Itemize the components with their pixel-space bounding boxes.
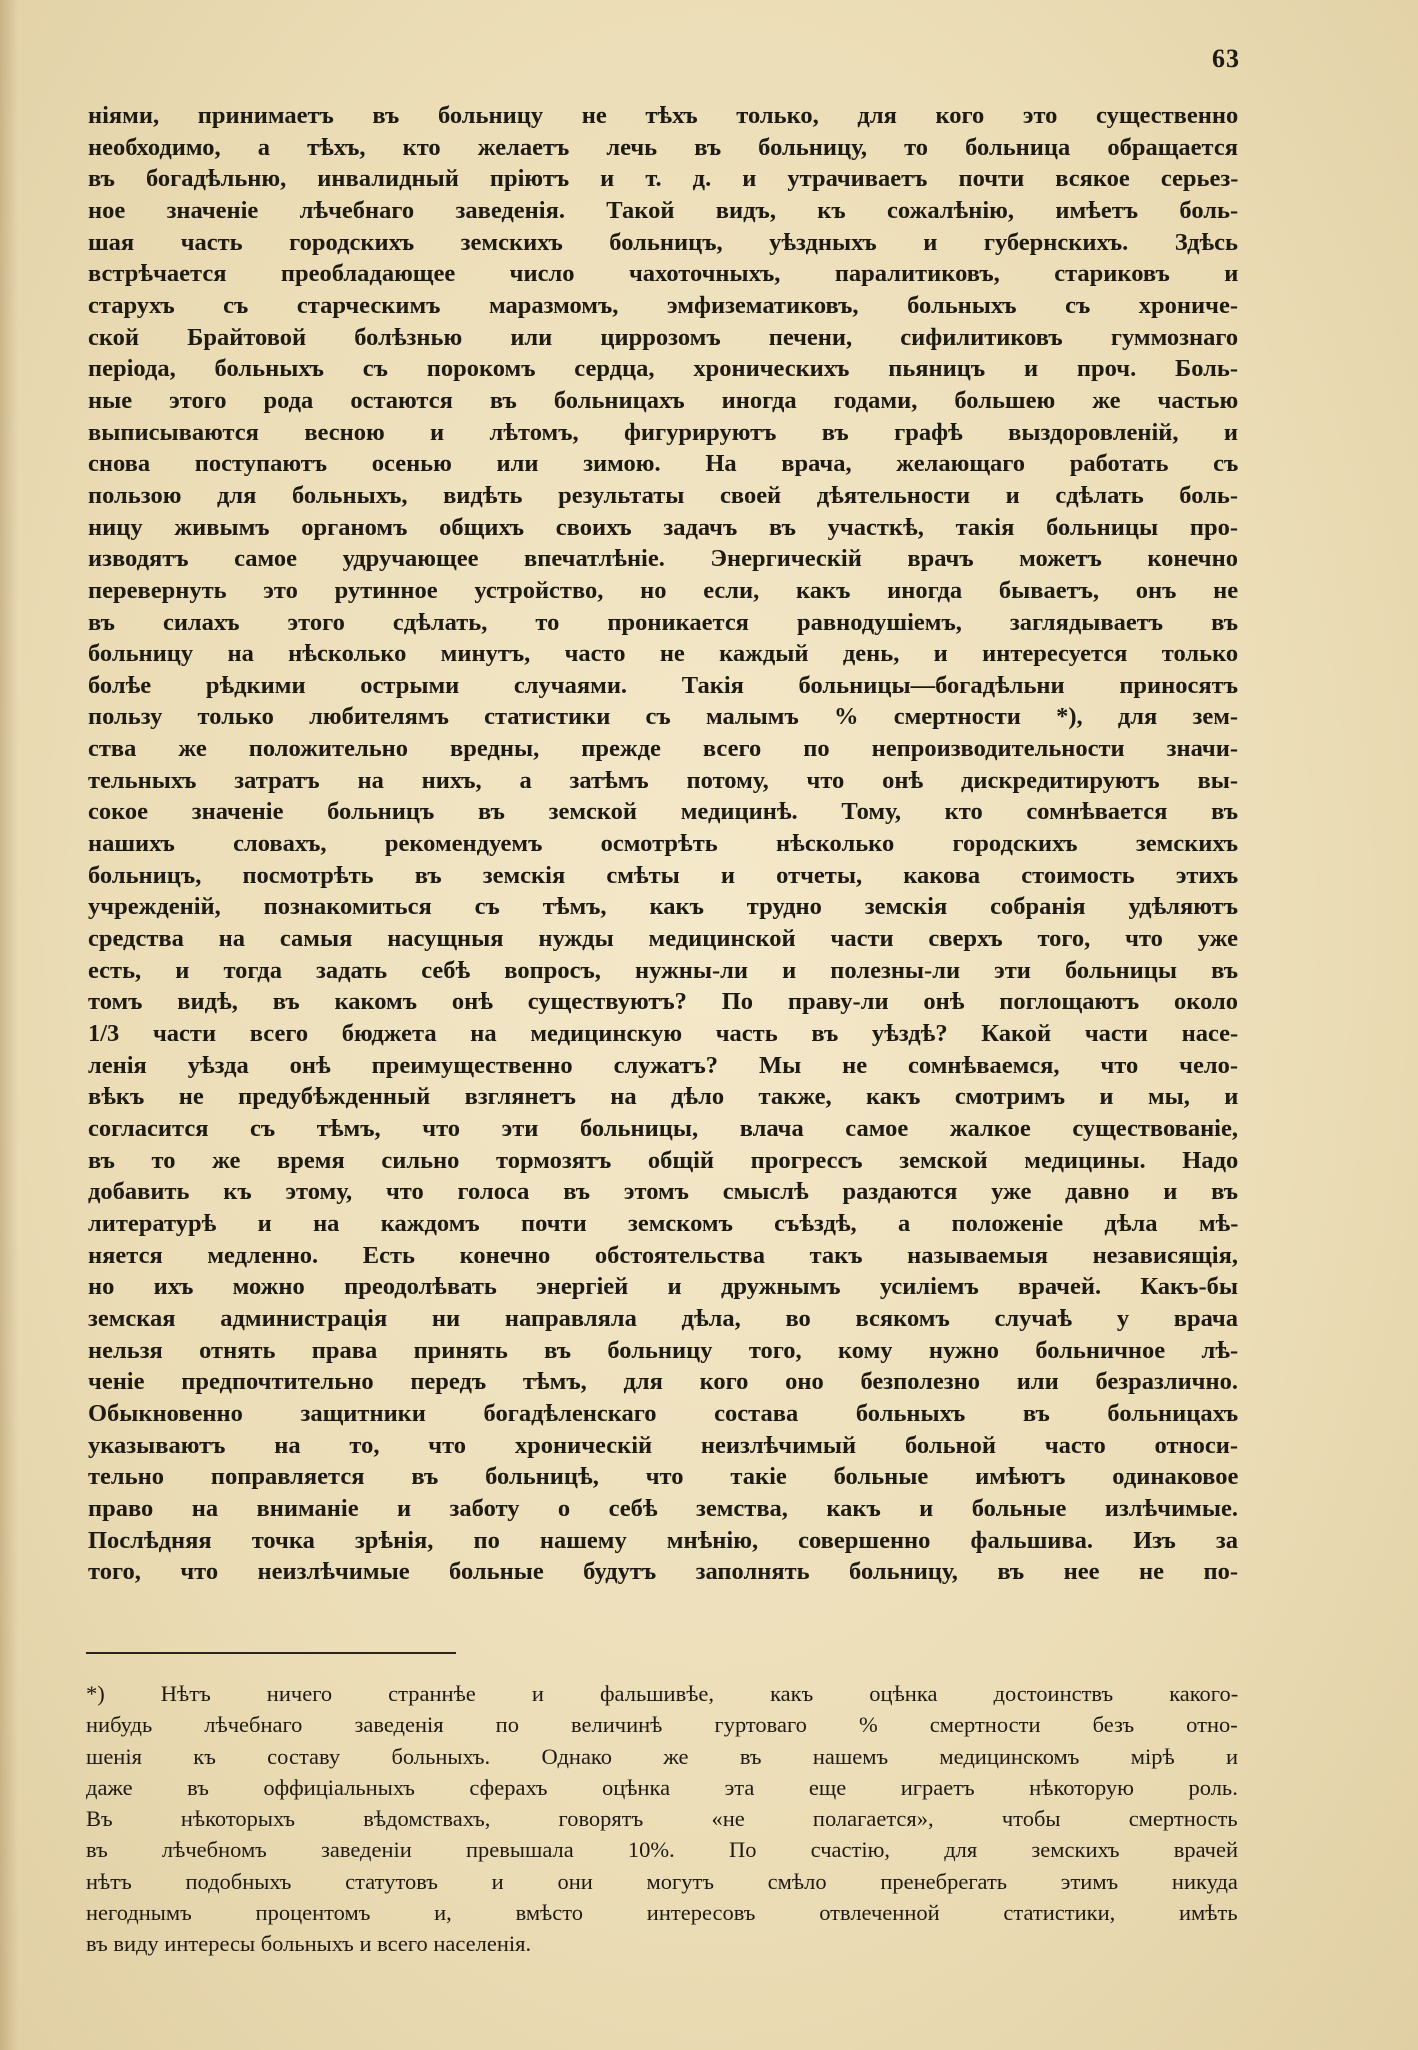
footnote-line: шенія къ составу больныхъ. Однако же въ нашемъ медицинскомъ мірѣ и <box>86 1743 1239 1769</box>
main-text-line: ніями, принимаетъ въ больницу не тѣхъ только, для кого это существенно <box>88 102 1239 129</box>
main-text-line: въ богадѣльню, инвалидный пріютъ и т. д. и утрачиваетъ почти всякое серьез- <box>88 165 1239 193</box>
main-text-line: есть, и тогда задать себѣ вопросъ, нужны-ли и полезны-ли эти больницы въ <box>88 956 1238 984</box>
main-text-line: встрѣчается преобладающее число чахоточныхъ, паралитиковъ, стариковъ и <box>88 260 1239 288</box>
main-text-line: сокое значеніе больницъ въ земской медицинѣ. Тому, кто сомнѣвается въ <box>88 798 1238 826</box>
main-text-line: снова поступаютъ осенью или зимою. На врача, желающаго работать съ <box>88 450 1239 478</box>
main-text-line: старухъ съ старческимъ маразмомъ, эмфизематиковъ, больныхъ съ хрониче- <box>88 291 1238 319</box>
main-text-line: тельныхъ затратъ на нихъ, а затѣмъ потому, что онѣ дискредитируютъ вы- <box>88 766 1238 794</box>
footnote-divider <box>86 1652 456 1654</box>
main-text-line: ницу живымъ органомъ общихъ своихъ задачъ въ участкѣ, такія больницы про- <box>88 513 1238 541</box>
main-text-line: пользу только любителямъ статистики съ малымъ % смертности *), для зем- <box>88 703 1239 731</box>
main-text-line: больницу на нѣсколько минутъ, часто не каждый день, и интересуется только <box>88 640 1239 668</box>
main-text-line: того, что неизлѣчимые больные будутъ заполнять больницу, въ нее не по- <box>88 1558 1238 1586</box>
footnote-line: въ виду интересы больныхъ и всего населенія. <box>86 1931 532 1957</box>
main-text-line: вѣкъ не предубѣжденный взглянетъ на дѣло также, какъ смотримъ и мы, и <box>88 1083 1239 1111</box>
main-text-line: ленія уѣзда онѣ преимущественно служатъ? Мы не сомнѣваемся, что чело- <box>88 1051 1238 1079</box>
main-text-line: нельзя отнять права принять въ больницу того, кому нужно больничное лѣ- <box>88 1336 1239 1364</box>
main-text-line: литературѣ и на каждомъ почти земскомъ съѣздѣ, а положеніе дѣла мѣ- <box>88 1209 1239 1237</box>
main-text-line: пользою для больныхъ, видѣть результаты своей дѣятельности и сдѣлать боль- <box>88 481 1238 509</box>
main-text-line: земская администрація ни направляла дѣла, во всякомъ случаѣ у врача <box>88 1304 1238 1332</box>
main-text-line: изводятъ самое удручающее впечатлѣніе. Энергическій врачъ можетъ конечно <box>88 545 1238 573</box>
main-text-line: учрежденій, познакомиться съ тѣмъ, какъ трудно земскія собранія удѣляютъ <box>88 893 1238 921</box>
main-body-text <box>88 100 1238 1588</box>
main-text-line: нашихъ словахъ, рекомендуемъ осмотрѣть нѣсколько городскихъ земскихъ <box>88 830 1238 858</box>
main-text-line: шая часть городскихъ земскихъ больницъ, уѣздныхъ и губернскихъ. Здѣсь <box>88 228 1239 256</box>
main-text-line: перевернуть это рутинное устройство, но если, какъ иногда бываетъ, онъ не <box>88 576 1239 604</box>
footnote-line: въ лѣчебномъ заведеніи превышала 10%. По счастію, для земскихъ врачей <box>86 1837 1238 1863</box>
main-text-line: ской Брайтовой болѣзнью или циррозомъ печени, сифилитиковъ гуммознаго <box>88 323 1239 351</box>
footnote-line: *) Нѣтъ ничего страннѣе и фальшивѣе, какъ оцѣнка достоинствъ какого- <box>86 1681 1239 1706</box>
page-number: 63 <box>1212 44 1240 73</box>
main-text-line: выписываются весною и лѣтомъ, фигурируютъ въ графѣ выздоровленій, и <box>88 418 1238 446</box>
main-text-line: въ силахъ этого сдѣлать, то проникается равнодушіемъ, заглядываетъ въ <box>88 608 1238 636</box>
footnote-line: нѣтъ подобныхъ статутовъ и они могутъ смѣло пренебрегать этимъ никуда <box>86 1868 1238 1894</box>
main-text-line: ные этого рода остаются въ больницахъ иногда годами, большею же частью <box>88 386 1239 414</box>
main-text-line: но ихъ можно преодолѣвать энергіей и дружнымъ усиліемъ врачей. Какъ-бы <box>88 1273 1238 1301</box>
main-text-line: согласится съ тѣмъ, что эти больницы, влача самое жалкое существованіе, <box>88 1115 1238 1142</box>
main-text-line: Послѣдняя точка зрѣнія, по нашему мнѣнію, совершенно фальшива. Изъ за <box>88 1526 1238 1554</box>
main-text-line: періода, больныхъ съ порокомъ сердца, хроническихъ пьяницъ и проч. Боль- <box>88 355 1238 383</box>
main-text-line: томъ видѣ, въ какомъ онѣ существуютъ? По праву-ли онѣ поглощаютъ около <box>88 988 1238 1016</box>
main-text-line: Обыкновенно защитники богадѣленскаго состава больныхъ въ больницахъ <box>88 1399 1239 1427</box>
footnote-line: негоднымъ процентомъ и, вмѣсто интересовъ отвлеченной статистики, имѣть <box>86 1900 1238 1926</box>
footnote <box>86 1678 1238 1960</box>
main-text-line: няется медленно. Есть конечно обстоятельства такъ называемыя независящія, <box>88 1241 1238 1269</box>
main-text-line: въ то же время сильно тормозятъ общій прогрессъ земской медицины. Надо <box>88 1146 1239 1174</box>
main-text-line: ное значеніе лѣчебнаго заведенія. Такой видъ, къ сожалѣнію, имѣетъ боль- <box>88 196 1239 224</box>
footnote-line: даже въ оффиціальныхъ сферахъ оцѣнка эта еще играетъ нѣкоторую роль. <box>86 1774 1238 1800</box>
page-edge-shadow <box>0 0 18 2050</box>
main-text-line: средства на самыя насущныя нужды медицинской части сверхъ того, что уже <box>88 925 1238 953</box>
main-text-line: 1/3 части всего бюджета на медицинскую часть въ уѣздѣ? Какой части насе- <box>88 1020 1239 1048</box>
main-text-line: необходимо, а тѣхъ, кто желаетъ лечь въ больницу, то больница обращается <box>88 133 1238 161</box>
footnote-line: нибудь лѣчебнаго заведенія по величинѣ гуртоваго % смертности безъ отно- <box>86 1712 1238 1738</box>
main-text-line: болѣе рѣдкими острыми случаями. Такія больницы—богадѣльни приносятъ <box>88 671 1238 699</box>
main-text-line: право на вниманіе и заботу о себѣ земства, какъ и больные излѣчимые. <box>88 1494 1238 1522</box>
main-text-line: указываютъ на то, что хроническій неизлѣчимый больной часто относи- <box>88 1431 1238 1459</box>
footnote-line: Въ нѣкоторыхъ вѣдомствахъ, говорятъ «не полагается», чтобы смертность <box>86 1806 1238 1832</box>
main-text-line: больницъ, посмотрѣть въ земскія смѣты и отчеты, какова стоимость этихъ <box>88 861 1239 889</box>
main-text-line: ства же положительно вредны, прежде всего по непроизводительности значи- <box>88 735 1238 763</box>
main-text-line: ченіе предпочтительно передъ тѣмъ, для кого оно безполезно или безразлично. <box>88 1368 1238 1396</box>
main-text-line: тельно поправляется въ больницѣ, что такіе больные имѣютъ одинаковое <box>88 1463 1239 1491</box>
main-text-line: добавить къ этому, что голоса въ этомъ смыслѣ раздаются уже давно и въ <box>88 1178 1239 1206</box>
